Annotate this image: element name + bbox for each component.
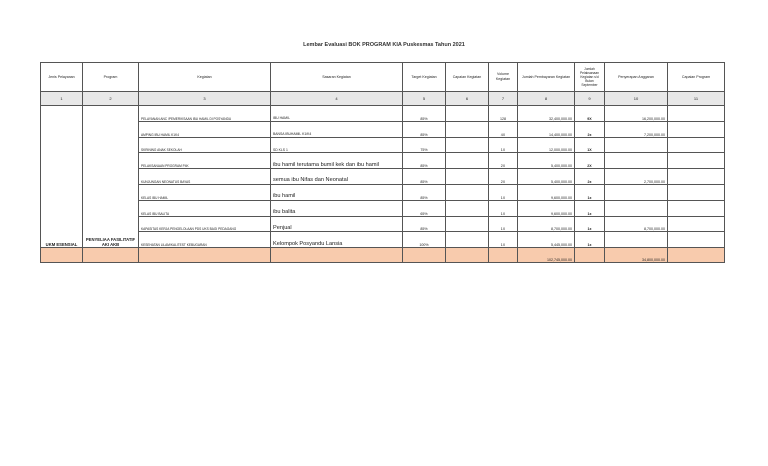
total-cell <box>271 248 403 263</box>
capaian-program-cell <box>668 153 725 169</box>
penyerapan-cell <box>605 137 668 153</box>
capaian-program-cell <box>668 106 725 122</box>
total-cell <box>446 248 489 263</box>
penyerapan-cell: 16,200,000.00 <box>605 106 668 122</box>
target-cell: 85% <box>403 169 446 185</box>
jumlah-cell: 8,700,000.00 <box>518 216 575 232</box>
capaian-cell <box>446 200 489 216</box>
capaian-cell <box>446 106 489 122</box>
penyerapan-cell: 7,200,000.00 <box>605 121 668 137</box>
capaian-cell <box>446 184 489 200</box>
table-row <box>41 216 725 232</box>
table-row <box>41 121 725 137</box>
penyerapan-cell <box>605 232 668 248</box>
target-cell: 85% <box>403 106 446 122</box>
column-number: 11 <box>668 92 725 106</box>
total-cell <box>139 248 271 263</box>
pelaksanaan-cell: 9X <box>575 106 605 122</box>
column-number: 2 <box>83 92 139 106</box>
total-cell <box>41 248 83 263</box>
capaian-cell <box>446 121 489 137</box>
column-header: Volume Kegiatan <box>489 63 518 92</box>
volume-cell: 128 <box>489 106 518 122</box>
penyerapan-cell: 2,700,000.00 <box>605 169 668 185</box>
penyerapan-cell <box>605 200 668 216</box>
capaian-program-cell <box>668 137 725 153</box>
target-cell: 85% <box>403 216 446 232</box>
kegiatan-cell: KELAS IBU HAMIL <box>139 184 271 200</box>
penyerapan-cell <box>605 184 668 200</box>
pelaksanaan-cell: 1x <box>575 200 605 216</box>
table-row <box>41 200 725 216</box>
sasaran-cell: ibu hamil terutama bumil kek dan ibu hamil <box>271 153 403 169</box>
sasaran-cell: Kelompok Posyandu Lansia <box>271 232 403 248</box>
column-number: 3 <box>139 92 271 106</box>
capaian-program-cell <box>668 216 725 232</box>
jumlah-cell: 12,000,000.00 <box>518 137 575 153</box>
program-cell: PENYELIAA FASILITATIF AKI AKB <box>83 106 139 248</box>
total-cell <box>83 248 139 263</box>
target-cell: 65% <box>403 200 446 216</box>
total-cell <box>489 248 518 263</box>
capaian-program-cell <box>668 169 725 185</box>
capaian-program-cell <box>668 232 725 248</box>
pelaksanaan-cell: 1X <box>575 137 605 153</box>
kegiatan-cell: KUNJUNGAN NEONATUS BAYAS <box>139 169 271 185</box>
total-cell <box>403 248 446 263</box>
capaian-cell <box>446 153 489 169</box>
total-row <box>41 248 725 263</box>
document-title: Lembar Evaluasi BOK PROGRAM KIA Puskesmas Tahun 2021 <box>303 42 465 48</box>
sasaran-cell: SD KLS 1 <box>271 137 403 153</box>
column-header: Capaian Program <box>668 63 725 92</box>
pelaksanaan-cell: 1x <box>575 216 605 232</box>
column-header: Sasaran Kegiatan <box>271 63 403 92</box>
penyerapan-cell: 8,700,000.00 <box>605 216 668 232</box>
kegiatan-cell: AMPING IBU HAMIL K1K4 <box>139 121 271 137</box>
jumlah-cell: 5,445,000.00 <box>518 232 575 248</box>
sasaran-cell: BANSA IBUHAMIL K1/K4 <box>271 121 403 137</box>
kegiatan-cell: PELAYANAN ANC /PEMERIKSAAN IBU HAMIL DI POSYANDU <box>139 106 271 122</box>
header-row <box>41 63 725 92</box>
column-number: 1 <box>41 92 83 106</box>
column-header: Penyerapan Anggaran <box>605 63 668 92</box>
sasaran-cell: Penjual <box>271 216 403 232</box>
target-cell: 85% <box>403 184 446 200</box>
volume-cell: 1X <box>489 232 518 248</box>
capaian-program-cell <box>668 200 725 216</box>
sasaran-cell: semua ibu Nifas dan Neonatal <box>271 169 403 185</box>
penyerapan-cell <box>605 153 668 169</box>
capaian-cell <box>446 232 489 248</box>
column-number: 7 <box>489 92 518 106</box>
kegiatan-cell: SKRINING ANAK SEKOLAH <box>139 137 271 153</box>
column-header: Jumlah Pelaksanaan Kegiatan s/d Bulan September <box>575 63 605 92</box>
pelaksanaan-cell: 1x <box>575 232 605 248</box>
volume-cell: 2X <box>489 169 518 185</box>
target-cell: 75% <box>403 137 446 153</box>
target-cell: 100% <box>403 232 446 248</box>
table-row <box>41 153 725 169</box>
capaian-program-cell <box>668 121 725 137</box>
volume-cell: 1X <box>489 137 518 153</box>
capaian-cell <box>446 137 489 153</box>
kegiatan-cell: KESEHATAN LILAM/KALITEST KEBUGARAN <box>139 232 271 248</box>
table-row <box>41 232 725 248</box>
column-number: 8 <box>518 92 575 106</box>
column-header: Jenis Pelayanan <box>41 63 83 92</box>
pelaksanaan-cell: 2x <box>575 169 605 185</box>
pelaksanaan-cell: 1x <box>575 184 605 200</box>
jumlah-cell: 14,400,000.00 <box>518 121 575 137</box>
table-row <box>41 169 725 185</box>
volume-cell: 1X <box>489 200 518 216</box>
column-number: 6 <box>446 92 489 106</box>
volume-cell: 2X <box>489 153 518 169</box>
jumlah-cell: 9,600,000.00 <box>518 184 575 200</box>
column-number: 9 <box>575 92 605 106</box>
volume-cell: 1X <box>489 184 518 200</box>
kegiatan-cell: KAPASITAS KERJA PENGELOLAAN PDS UKS BAGI PEDAGANG <box>139 216 271 232</box>
capaian-cell <box>446 216 489 232</box>
table-row <box>41 137 725 153</box>
jenis-pelayanan-cell: UKM ESENSIAL <box>41 106 83 248</box>
column-header: Kegiatan <box>139 63 271 92</box>
kegiatan-cell: PELAKSANAAN PROGRAM P4K <box>139 153 271 169</box>
column-number: 5 <box>403 92 446 106</box>
volume-cell: 1X <box>489 216 518 232</box>
total-jumlah: 102,745,000.00 <box>518 248 575 263</box>
column-header: Jumlah Pembayaran Kegiatan <box>518 63 575 92</box>
volume-cell: 4X <box>489 121 518 137</box>
kegiatan-cell: KELAS IBU BALITA <box>139 200 271 216</box>
column-header: Program <box>83 63 139 92</box>
table-row <box>41 106 725 122</box>
column-header: Capaian Kegiatan <box>446 63 489 92</box>
target-cell: 85% <box>403 153 446 169</box>
total-penyerapan: 34,800,000.00 <box>605 248 668 263</box>
sasaran-cell: IBU HAMIL <box>271 106 403 122</box>
capaian-program-cell <box>668 184 725 200</box>
target-cell: 85% <box>403 121 446 137</box>
evaluation-table <box>40 62 725 263</box>
jumlah-cell: 32,400,000.00 <box>518 106 575 122</box>
jumlah-cell: 5,400,000.00 <box>518 153 575 169</box>
total-cell <box>575 248 605 263</box>
pelaksanaan-cell: 2x <box>575 121 605 137</box>
pelaksanaan-cell: 2X <box>575 153 605 169</box>
capaian-cell <box>446 169 489 185</box>
column-number-row <box>41 92 725 106</box>
sasaran-cell: ibu balita <box>271 200 403 216</box>
column-number: 4 <box>271 92 403 106</box>
column-header: Target Kegiatan <box>403 63 446 92</box>
table-row <box>41 184 725 200</box>
sasaran-cell: ibu hamil <box>271 184 403 200</box>
jumlah-cell: 9,600,000.00 <box>518 200 575 216</box>
total-cell <box>668 248 725 263</box>
column-number: 10 <box>605 92 668 106</box>
jumlah-cell: 5,400,000.00 <box>518 169 575 185</box>
